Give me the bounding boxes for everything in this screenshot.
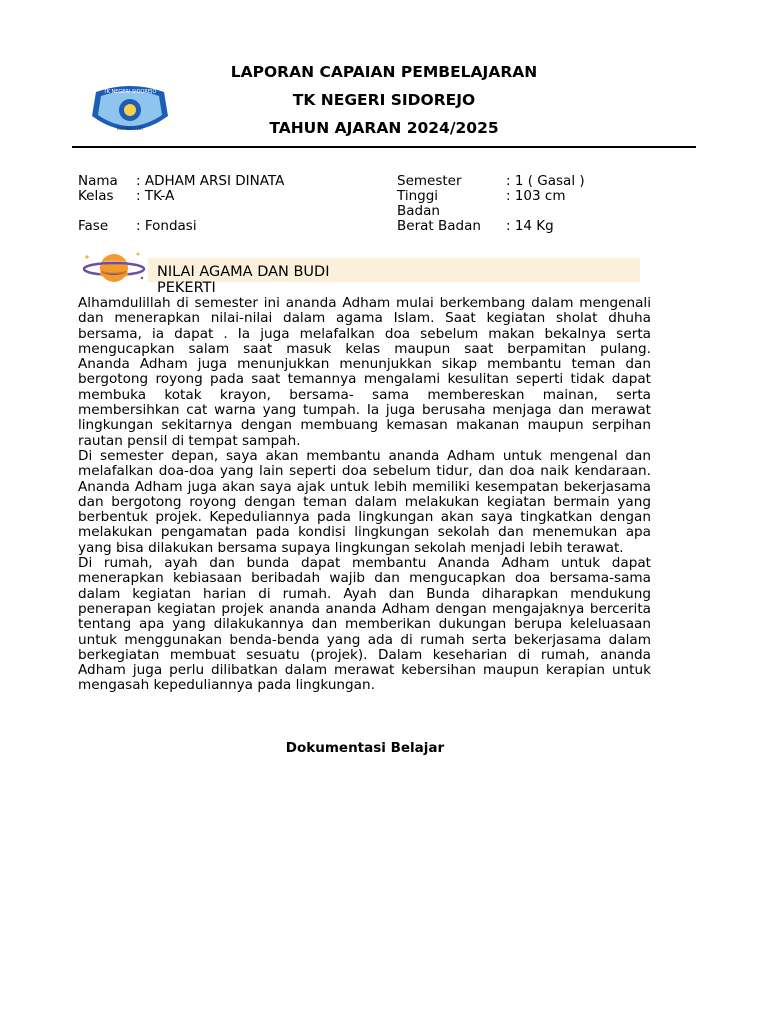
kelas-value: : TK-A xyxy=(136,188,175,204)
school-logo xyxy=(88,82,172,140)
semester-label: Semester xyxy=(397,173,462,189)
tinggi-label: Tinggi xyxy=(397,188,439,204)
documentation-heading: Dokumentasi Belajar xyxy=(285,740,445,756)
planet-icon xyxy=(78,248,150,288)
paragraph: Alhamdulillah di semester ini ananda Adham mulai berkembang dalam mengenali dan menerapkan nilai-nilai dalam agama Islam. Saat kegiatan sholat dhuha bersama, ia dapat . Ia juga melafalkan doa sebelum makan bekalnya serta mengucapkan salam saat masuk kelas maupun saat berpamitan pulang. xyxy=(78,295,651,357)
berat-value: : 14 Kg xyxy=(506,218,554,234)
fase-label: Fase xyxy=(78,218,109,234)
section-title-line2: PEKERTI xyxy=(157,280,216,296)
section-title-line1: NILAI AGAMA DAN BUDI xyxy=(157,264,330,280)
paragraph: Di semester depan, saya akan membantu ananda Adham untuk mengenal dan melafalkan doa-doa yang lain seperti doa sebelum tidur, dan doa naik kendaraan. Ananda Adham juga akan saya ajak untuk lebih memiliki kesempatan bekerjasama dan bergotong royong dengan teman dalam melakukan kegiatan bermain yang berbentuk projek. Kepeduliannya pada lingkungan akan saya tingkatkan dengan melakukan pengamatan pada kondisi lingkungan sekolah dan menemukan apa yang bisa dilakukan bersama supaya lingkungan sekolah menjadi lebih terawat. xyxy=(78,447,651,556)
kelas-label: Kelas xyxy=(78,188,114,204)
logo-bottom-text: RUMBO ILIR xyxy=(116,127,144,132)
nama-value: : ADHAM ARSI DINATA xyxy=(136,173,285,189)
berat-label: Berat Badan xyxy=(397,218,481,234)
school-name: TK NEGERI SIDOREJO xyxy=(292,91,476,109)
report-title: LAPORAN CAPAIAN PEMBELAJARAN xyxy=(230,63,538,81)
paragraph: Ananda Adham juga menunjukkan menunjukkan sikap membantu teman dan bergotong royong pada saat temannya mengalami kesulitan seperti tidak dapat membuka kotak krayon, bersama- sama membereskan mainan, serta membersihkan cat warna yang tumpah. Ia juga berusaha menjaga dan merawat lingkungan sekitarnya dengan membuang kemasan makanan maupun serpihan rautan pensil di tempat sampah. xyxy=(78,356,651,449)
narrative-body xyxy=(78,296,651,694)
section-title xyxy=(157,264,387,296)
logo-top-text: TK NEGERI SIDOREJO xyxy=(103,89,157,95)
tinggi-value: : 103 cm xyxy=(506,188,566,204)
fase-value: : Fondasi xyxy=(136,218,197,234)
semester-value: : 1 ( Gasal ) xyxy=(506,173,585,189)
tinggi-label-cont: Badan xyxy=(397,203,440,219)
header-divider xyxy=(72,146,696,148)
student-info-right xyxy=(397,174,657,244)
paragraph: Di rumah, ayah dan bunda dapat membantu Ananda Adham untuk dapat menerapkan kebiasaan beribadah wajib dan mengucapkan doa bersama-sama dalam kegiatan harian di rumah. Ayah dan Bunda diharapkan mendukung penerapan kegiatan projek ananda ananda Adham dengan mengajaknya bercerita tentang apa yang dilakukannya dan memberikan dukungan berupa keleluasaan untuk menggunakan benda-benda yang ada di rumah serta bekerjasama dalam berkegiatan membuat sesuatu (projek). Dalam keseharian di rumah, ananda Adham juga perlu dilibatkan dalam merawat kebersihan maupun kerapian untuk mengasah kepeduliannya pada lingkungan. xyxy=(78,555,651,694)
student-info-left xyxy=(78,174,378,244)
academic-year: TAHUN AJARAN 2024/2025 xyxy=(269,119,499,137)
nama-label: Nama xyxy=(78,173,118,189)
